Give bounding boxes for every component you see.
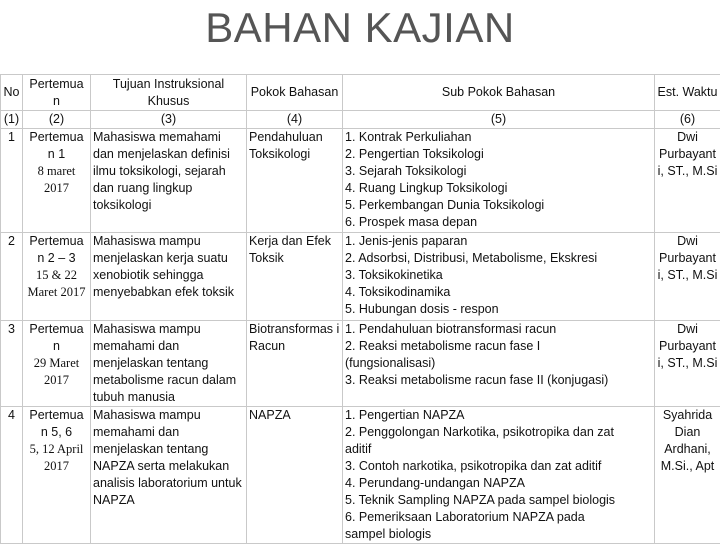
list-item: 4. Ruang Lingkup Toksikologi — [345, 180, 652, 197]
list-item: 1. Pendahuluan biotransformasi racun — [345, 321, 652, 338]
header-pertemuan: Pertemua n — [23, 75, 91, 111]
list-item: 1. Jenis-jenis paparan — [345, 233, 652, 250]
list-item: 2. Adsorbsi, Distribusi, Metabolisme, Ekskresi — [345, 250, 652, 267]
header-tujuan: Tujuan Instruksional Khusus — [91, 75, 247, 111]
column-number-row — [1, 111, 720, 129]
pokok-cell: Pendahuluan Toksikologi — [247, 129, 343, 233]
pertemuan-cell — [23, 407, 91, 544]
pokok-cell: Kerja dan Efek Toksik — [247, 233, 343, 321]
row-number: 4 — [1, 407, 23, 544]
pertemuan-label: Pertemua n 2 – 3 — [25, 233, 88, 267]
row-number: 1 — [1, 129, 23, 233]
table-row — [1, 233, 720, 321]
row-number: 2 — [1, 233, 23, 321]
table-row — [1, 129, 720, 233]
list-item: 2. Reaksi metabolisme racun fase I — [345, 338, 652, 355]
table-row — [1, 321, 720, 407]
list-item: 4. Toksikodinamika — [345, 284, 652, 301]
list-item: 3. Sejarah Toksikologi — [345, 163, 652, 180]
header-est: Est. Waktu — [655, 75, 720, 111]
bahan-kajian-table — [0, 74, 720, 544]
list-item: 3. Toksikokinetika — [345, 267, 652, 284]
pokok-cell: Biotransformas i Racun — [247, 321, 343, 407]
col-number: (3) — [91, 111, 247, 129]
pertemuan-date: 5, 12 April 2017 — [25, 441, 88, 475]
pertemuan-date: 8 maret 2017 — [25, 163, 88, 197]
tujuan-cell: Mahasiswa mampu memahami dan menjelaskan tentang metabolisme racun dalam tubuh manusia — [91, 321, 247, 407]
list-item: 5. Perkembangan Dunia Toksikologi — [345, 197, 652, 214]
list-item: 5. Hubungan dosis - respon — [345, 301, 652, 318]
tujuan-cell: Mahasiswa memahami dan menjelaskan definisi ilmu toksikologi, sejarah dan ruang lingkup toksikologi — [91, 129, 247, 233]
sub-cell — [343, 233, 655, 321]
pertemuan-cell — [23, 129, 91, 233]
sub-cell — [343, 407, 655, 544]
list-item: 5. Teknik Sampling NAPZA pada sampel biologis — [345, 492, 652, 509]
sub-cell — [343, 129, 655, 233]
header-pokok: Pokok Bahasan — [247, 75, 343, 111]
list-item: aditif — [345, 441, 652, 458]
header-sub: Sub Pokok Bahasan — [343, 75, 655, 111]
pertemuan-cell — [23, 233, 91, 321]
est-cell: Syahrida Dian Ardhani, M.Si., Apt — [655, 407, 720, 544]
list-item: 6. Prospek masa depan — [345, 214, 652, 231]
header-no: No — [1, 75, 23, 111]
list-item: 6. Pemeriksaan Laboratorium NAPZA pada — [345, 509, 652, 526]
col-number: (6) — [655, 111, 720, 129]
est-cell: Dwi Purbayant i, ST., M.Si — [655, 129, 720, 233]
est-cell: Dwi Purbayant i, ST., M.Si — [655, 233, 720, 321]
tujuan-cell: Mahasiswa mampu memahami dan menjelaskan tentang NAPZA serta melakukan analisis laboratorium untuk NAPZA — [91, 407, 247, 544]
list-item: 2. Penggolongan Narkotika, psikotropika dan zat — [345, 424, 652, 441]
header-row — [1, 75, 720, 111]
pokok-cell: NAPZA — [247, 407, 343, 544]
table-row — [1, 407, 720, 544]
list-item: 3. Contoh narkotika, psikotropika dan zat aditif — [345, 458, 652, 475]
list-item: 1. Kontrak Perkuliahan — [345, 129, 652, 146]
pertemuan-label: Pertemua n — [25, 321, 88, 355]
list-item: (fungsionalisasi) — [345, 355, 652, 372]
est-cell: Dwi Purbayant i, ST., M.Si — [655, 321, 720, 407]
col-number: (4) — [247, 111, 343, 129]
list-item: sampel biologis — [345, 526, 652, 543]
sub-cell — [343, 321, 655, 407]
pertemuan-label: Pertemua n 1 — [25, 129, 88, 163]
page-title: BAHAN KAJIAN — [0, 4, 720, 52]
pertemuan-label: Pertemua n 5, 6 — [25, 407, 88, 441]
list-item: 4. Perundang-undangan NAPZA — [345, 475, 652, 492]
col-number: (5) — [343, 111, 655, 129]
col-number: (1) — [1, 111, 23, 129]
pertemuan-date: 15 & 22 Maret 2017 — [25, 267, 88, 301]
list-item: 1. Pengertian NAPZA — [345, 407, 652, 424]
tujuan-cell: Mahasiswa mampu menjelaskan kerja suatu xenobiotik sehingga menyebabkan efek toksik — [91, 233, 247, 321]
pertemuan-cell — [23, 321, 91, 407]
col-number: (2) — [23, 111, 91, 129]
list-item: 3. Reaksi metabolisme racun fase II (konjugasi) — [345, 372, 652, 389]
pertemuan-date: 29 Maret 2017 — [25, 355, 88, 389]
list-item: 2. Pengertian Toksikologi — [345, 146, 652, 163]
row-number: 3 — [1, 321, 23, 407]
